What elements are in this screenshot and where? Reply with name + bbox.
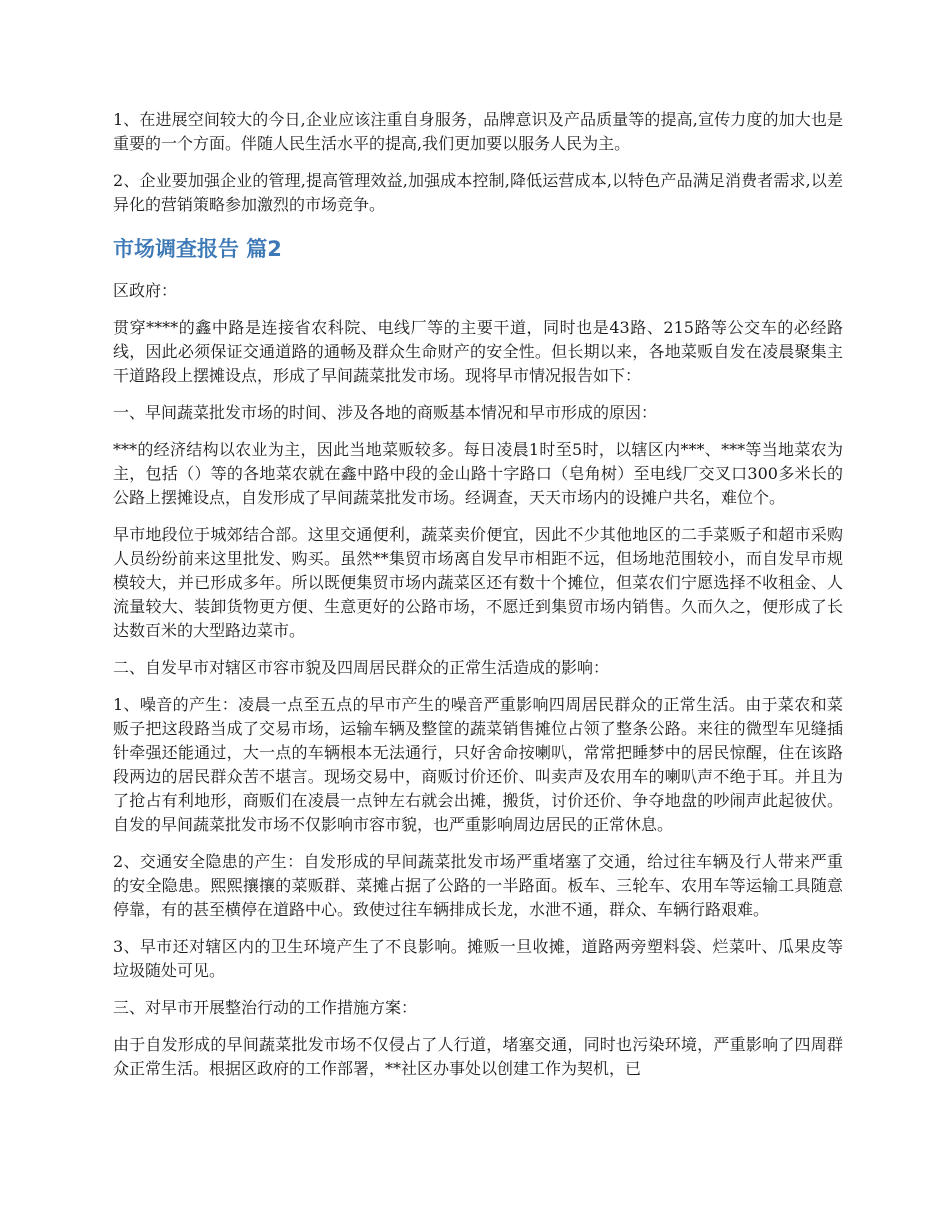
subheading-part-2: 二、自发早市对辖区市容市貌及四周居民群众的正常生活造成的影响： xyxy=(113,658,610,677)
intro-paragraph-1: 1、在进展空间较大的今日,企业应该注重自身服务，品牌意识及产品质量等的提高,宣传力度的加大也是重要的一个方面。伴随人民生活水平的提高,我们更加要以服务人民为主。 xyxy=(113,110,843,153)
subheading-part-1: 一、早间蔬菜批发市场的时间、涉及各地的商贩基本情况和早市形成的原因： xyxy=(113,403,658,422)
salutation: 区政府： xyxy=(113,281,178,300)
body-paragraph: 早市地段位于城郊结合部。这里交通便利，蔬菜卖价便宜，因此不少其他地区的二手菜贩子和超市采购人员纷纷前来这里批发、购买。虽然**集贸市场离自发早市相距不远，但场地范围较小，而自发早市规模较大，并已形成多年。所以既便集贸市场内蔬菜区还有数十个摊位，但菜农们宁愿选择不收租金、人流量较大、装卸货物更方便、生意更好的公路市场，不愿迁到集贸市场内销售。久而久之，便形成了长达数百米的大型路边菜市。 xyxy=(113,525,843,640)
subheading-part-3: 三、对早市开展整治行动的工作措施方案： xyxy=(113,998,418,1017)
body-paragraph: ***的经济结构以农业为主，因此当地菜贩较多。每日凌晨1时至5时，以辖区内***、***等当地菜农为主，包括（）等的各地菜农就在鑫中路中段的金山路十字路口（皂角树）至电线厂交叉口300多米长的公路上摆摊设点，自发形成了早间蔬菜批发市场。经调查，天天市场内的设摊户共名，难位个。 xyxy=(113,440,843,507)
body-paragraph: 1、噪音的产生：凌晨一点至五点的早市产生的噪音严重影响四周居民群众的正常生活。由于菜农和菜贩子把这段路当成了交易市场，运输车辆及整筐的蔬菜销售摊位占领了整条公路。来往的微型车见缝插针牵强还能通过，大一点的车辆根本无法通行，只好舍命按喇叭，常常把睡梦中的居民惊醒，住在该路段两边的居民群众苦不堪言。现场交易中，商贩讨价还价、叫卖声及农用车的喇叭声不绝于耳。并且为了抢占有利地形，商贩们在凌晨一点钟左右就会出摊，搬货，讨价还价、争夺地盘的吵闹声此起彼伏。自发的早间蔬菜批发市场不仅影响市容市貌，也严重影响周边居民的正常休息。 xyxy=(113,695,843,834)
intro-paragraph-2: 2、企业要加强企业的管理,提高管理效益,加强成本控制,降低运营成本,以特色产品满足消费者需求,以差异化的营销策略参加激烈的市场竞争。 xyxy=(113,171,843,214)
body-paragraph: 3、早市还对辖区内的卫生环境产生了不良影响。摊贩一旦收摊，道路两旁塑料袋、烂菜叶、瓜果皮等垃圾随处可见。 xyxy=(113,937,843,980)
section-title: 市场调查报告 篇2 xyxy=(113,237,282,261)
body-paragraph: 由于自发形成的早间蔬菜批发市场不仅侵占了人行道，堵塞交通，同时也污染环境，严重影响了四周群众正常生活。根据区政府的工作部署，**社区办事处以创建工作为契机，已 xyxy=(113,1035,843,1078)
body-paragraph: 2、交通安全隐患的产生：自发形成的早间蔬菜批发市场严重堵塞了交通，给过往车辆及行人带来严重的安全隐患。熙熙攘攘的菜贩群、菜摊占据了公路的一半路面。板车、三轮车、农用车等运输工具随意停靠，有的甚至横停在道路中心。致使过往车辆排成长龙，水泄不通，群众、车辆行路艰难。 xyxy=(113,852,843,919)
document-page xyxy=(113,108,843,1094)
body-paragraph: 贯穿****的鑫中路是连接省农科院、电线厂等的主要干道，同时也是43路、215路等公交车的必经路线，因此必须保证交通道路的通畅及群众生命财产的安全性。但长期以来，各地菜贩自发在凌晨聚集主干道路段上摆摊设点，形成了早间蔬菜批发市场。现将早市情况报告如下： xyxy=(113,318,843,385)
